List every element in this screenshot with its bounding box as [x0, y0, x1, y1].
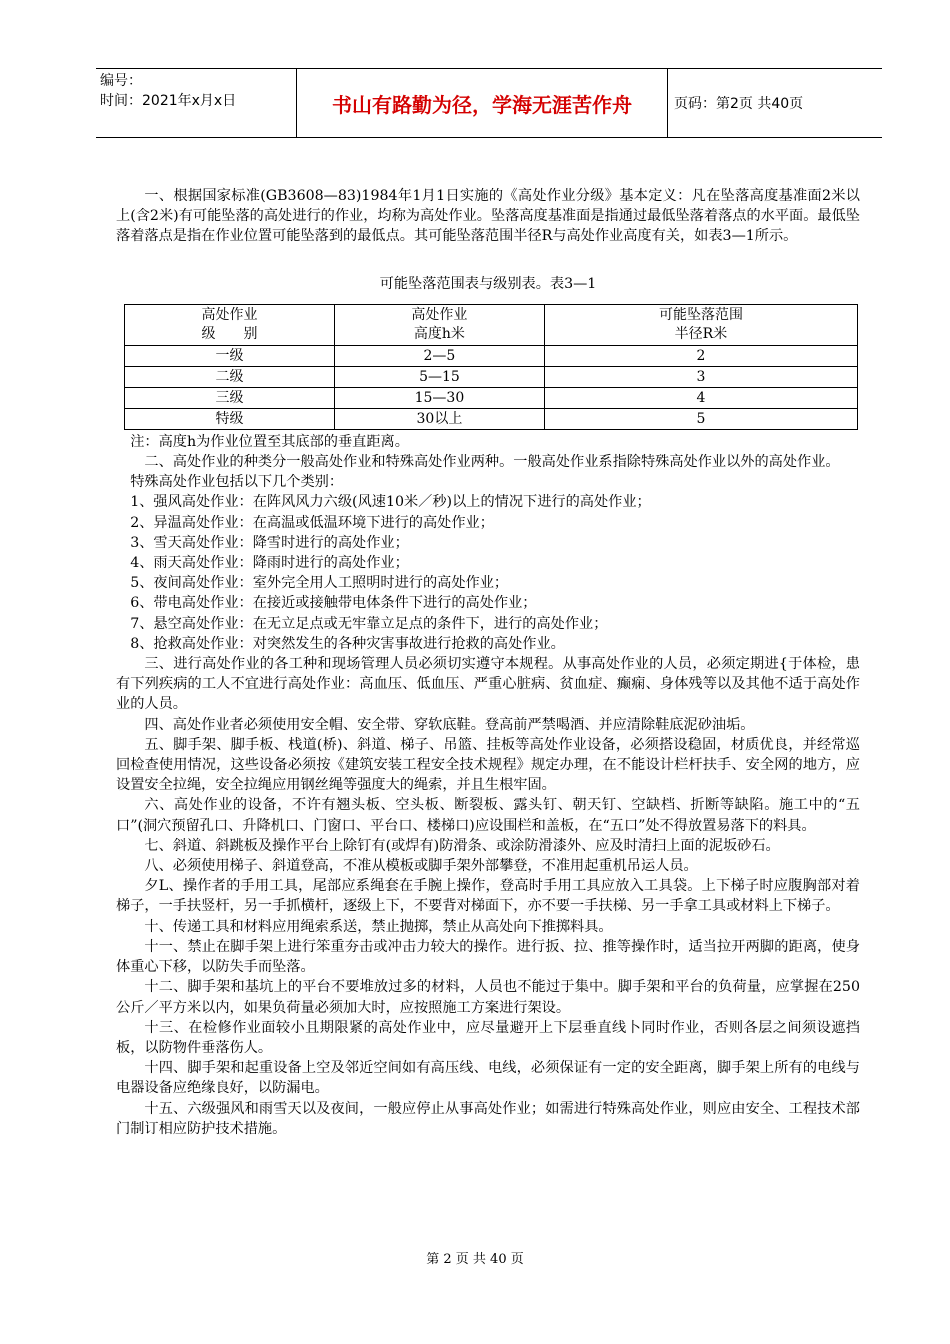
table-row — [125, 366, 858, 387]
table-cell: 一级 — [125, 345, 335, 366]
document-body — [116, 186, 860, 1139]
paragraph: 7、悬空高处作业：在无立足点或无牢靠立足点的条件下，进行的高处作业； — [130, 615, 608, 632]
paragraph: 七、斜道、斜跳板及操作平台上除钉有(或焊有)防滑条、或涂防滑漆外、应及时清扫上面的泥坂砂石。 — [144, 837, 780, 854]
header-line: 半径R米 — [674, 325, 728, 342]
paragraph: 六、高处作业的设备，不许有翘头板、空头板、断裂板、露头钉、朝天钉、空缺档、折断等缺陷。施工中的“五口”(洞穴预留孔口、升降机口、门窗口、平台口、楼梯口)应设围栏和盖板，在“五口”处不得放置易落下的料具。 — [116, 797, 860, 834]
table-caption: 可能坠落范围表与级别表。表3—1 — [379, 275, 597, 292]
paragraph: 2、异温高处作业：在高温或低温环境下进行的高处作业； — [130, 514, 494, 531]
table-header-cell — [544, 304, 857, 345]
paragraph: 特殊高处作业包括以下几个类别： — [130, 474, 344, 491]
paragraph: 5、夜间高处作业：室外完全用人工照明时进行的高处作业； — [130, 575, 509, 592]
serial-label: 编号： — [100, 73, 142, 89]
table-cell: 3 — [544, 366, 857, 387]
paragraph: 二、高处作业的种类分一般高处作业和特殊高处作业两种。一般高处作业系指除特殊高处作业以外的高处作业。 — [144, 454, 840, 471]
paragraph: 四、高处作业者必须使用安全帽、安全带、穿软底鞋。登高前严禁喝酒、并应清除鞋底泥砂油垢。 — [144, 716, 755, 733]
header-meta — [100, 71, 296, 135]
table-cell: 三级 — [125, 387, 335, 408]
table-note: 注：高度h为作业位置至其底部的垂直距离。 — [130, 433, 409, 450]
paragraph: 五、脚手架、脚手板、栈道(桥)、斜道、梯子、吊篮、挂板等高处作业设备，必须搭设稳固，材质优良，并经常巡回检查使用情况，这些设备必须按《建筑安装工程安全技术规程》规定办理，在不能设计栏杆扶手、安全网的地方，应设置安全拉绳，安全拉绳应用钢丝绳等强度大的绳索，并且生根牢固。 — [116, 736, 860, 794]
header-line: 高度h米 — [413, 325, 465, 342]
fall-range-table — [124, 304, 858, 430]
table-row — [125, 345, 858, 366]
paragraph: 1、强风高处作业：在阵风风力六级(风速10米／秒)以上的情况下进行的高处作业； — [130, 494, 651, 511]
table-cell: 4 — [544, 387, 857, 408]
paragraph: 3、雪天高处作业：降雪时进行的高处作业； — [130, 534, 409, 551]
table-cell: 2 — [544, 345, 857, 366]
page-footer: 第 2 页 共 40 页 — [426, 1252, 524, 1267]
paragraph: 十一、禁止在脚手架上进行笨重夯击或冲击力较大的操作。进行扳、拉、推等操作时，适当拉开两脚的距离，使身体重心下移，以防失手而坠落。 — [116, 938, 860, 976]
table-cell: 5 — [544, 408, 857, 429]
table-header-cell — [125, 304, 335, 345]
paragraph: 十二、脚手架和基坑上的平台不要堆放过多的材料，人员也不能过于集中。脚手架和平台的负荷量，应掌握在250公斤／平方米以内，如果负荷量必须加大时，应按照施工方案进行架设。 — [116, 979, 860, 1016]
table-cell: 15—30 — [334, 387, 544, 408]
paragraph: 一、根据国家标准(GB3608—83)1984年1月1日实施的《高处作业分级》基本定义：凡在坠落高度基准面2米以上(含2米)有可能坠落的高处进行的作业，均称为高处作业。坠落高度基准面是指通过最低坠落着落点的水平面。最低坠落着落点是指在作业位置可能坠落到的最低点。其可能坠落范围半径R与高处作业高度有关，如表3—1所示。 — [116, 188, 860, 245]
time-label: 时间：2021年x月x日 — [100, 93, 237, 109]
paragraph: 8、抢救高处作业：对突然发生的各种灾害事故进行抢救的高处作业。 — [130, 635, 565, 652]
motto: 书山有路勤为径，学海无涯苦作舟 — [332, 92, 632, 117]
table-cell: 特级 — [125, 408, 335, 429]
header-line: 可能坠落范围 — [658, 306, 743, 323]
paragraph: 三、进行高处作业的各工种和现场管理人员必须切实遵守本规程。从事高处作业的人员，必须定期进{于体检，患有下列疾病的工人不宜进行高处作业：高血压、低血压、严重心脏病、贫血症、癫痫、身体残等以及其他不适于高处作业的人员。 — [116, 656, 860, 713]
header-line: 高处作业 — [411, 306, 468, 323]
table-cell: 30以上 — [334, 408, 544, 429]
table-cell: 5—15 — [334, 366, 544, 387]
page-info: 页码：第2页 共40页 — [674, 96, 804, 112]
paragraph: 4、雨天高处作业：降雨时进行的高处作业； — [130, 555, 409, 572]
paragraph: 夕L、操作者的手用工具，尾部应系绳套在手腕上操作，登高时手用工具应放入工具袋。上下梯子时应腹胸部对着梯子，一手扶竖杆，另一手抓横杆，逐级上下，不要背对梯面下，亦不要一手扶梯、另一手拿工具或材料上下梯子。 — [116, 878, 860, 915]
paragraph: 十四、脚手架和起重设备上空及邻近空间如有高压线、电线，必须保证有一定的安全距离，脚手架上所有的电线与电器设备应绝缘良好，以防漏电。 — [116, 1060, 860, 1097]
table-row — [125, 387, 858, 408]
paragraph: 6、带电高处作业：在接近或接触带电体条件下进行的高处作业； — [130, 595, 537, 612]
header-motto-cell — [296, 69, 668, 137]
paragraph: 十三、在检修作业面较小且期限紧的高处作业中，应尽量避开上下层垂直线卜同时作业，否则各层之间须设遮挡板，以防物件垂落伤人。 — [116, 1019, 860, 1056]
paragraph: 十五、六级强风和雨雪天以及夜间，一般应停止从事高处作业；如需进行特殊高处作业，则应由安全、工程技术部门制订相应防护技术措施。 — [116, 1100, 860, 1137]
header-line: 级 别 — [201, 325, 258, 342]
paragraph-list — [116, 452, 860, 1139]
header-line: 高处作业 — [201, 306, 258, 323]
table-header-row — [125, 304, 858, 345]
paragraph: 八、必须使用梯子、斜道登高，不准从模板或脚手架外部攀登，不准用起重机吊运人员。 — [144, 858, 698, 875]
table-row — [125, 408, 858, 429]
table-header-cell — [334, 304, 544, 345]
page-header — [96, 68, 882, 138]
paragraph: 十、传递工具和材料应用绳索系送，禁止抛掷，禁止从高处向下推掷料具。 — [144, 918, 613, 935]
table-cell: 二级 — [125, 366, 335, 387]
table-cell: 2—5 — [334, 345, 544, 366]
